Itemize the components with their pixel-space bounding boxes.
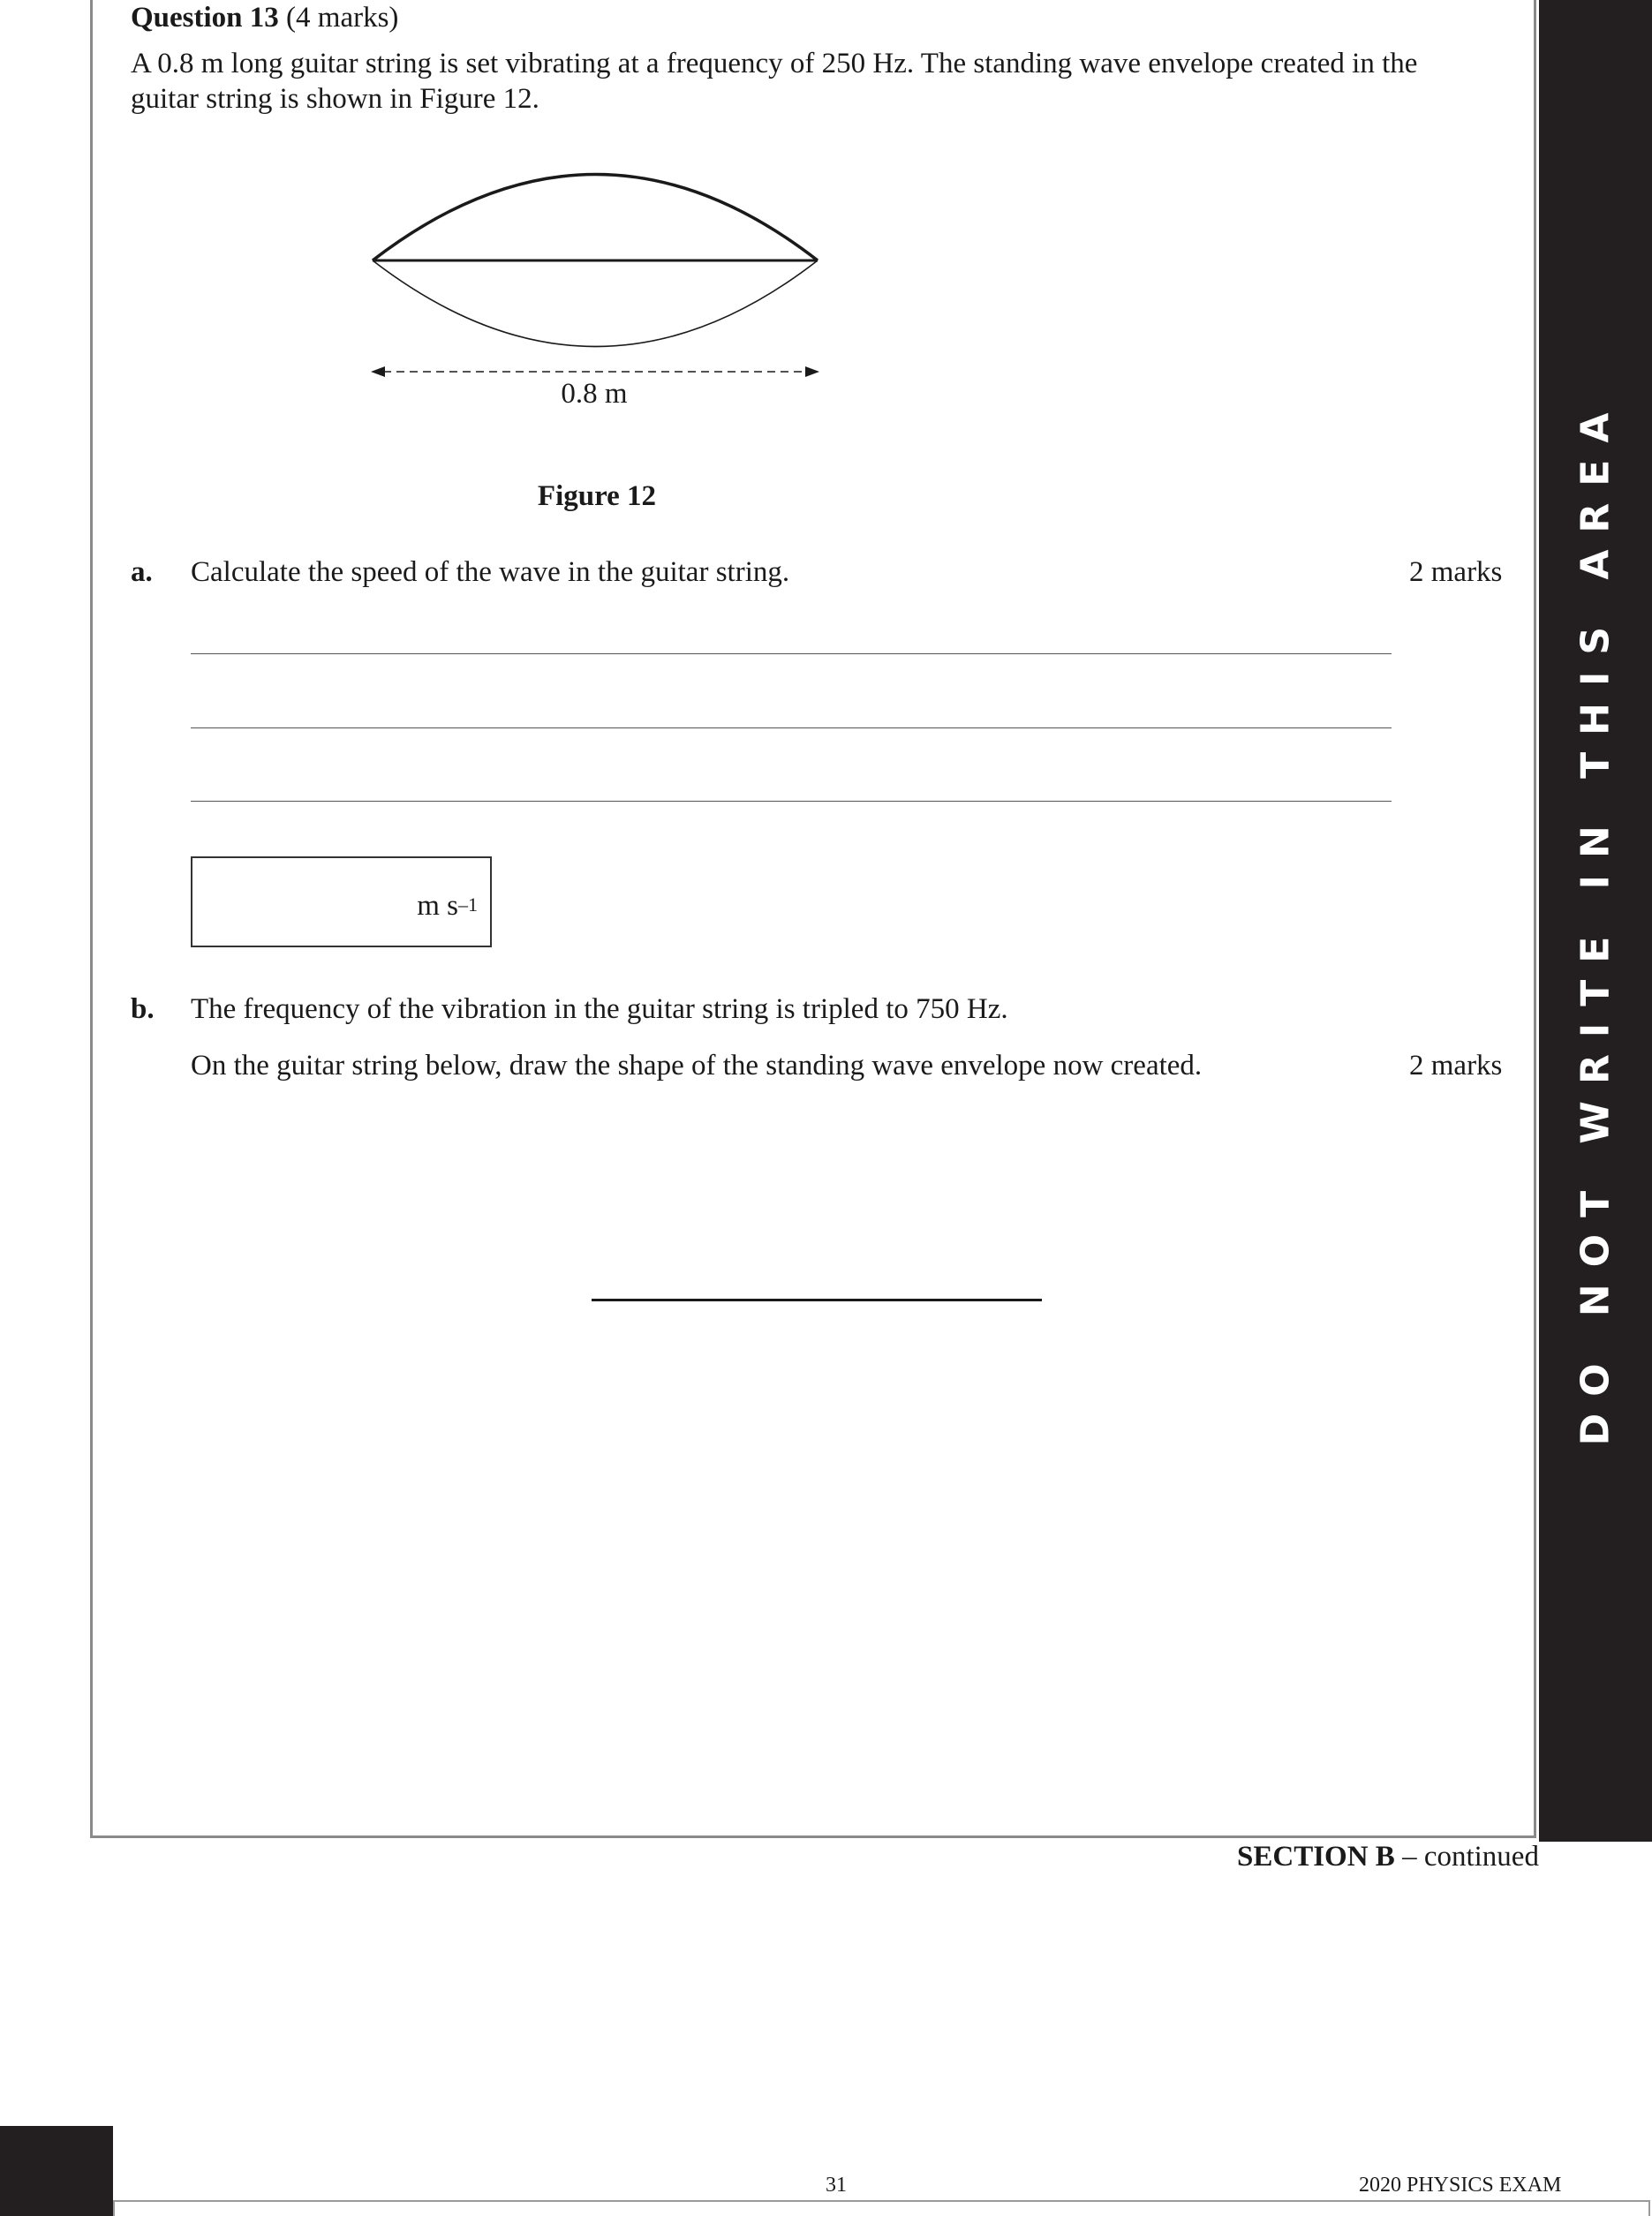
part-a-question: Calculate the speed of the wave in the guitar string. [191, 556, 790, 588]
part-b-instruction: On the guitar string below, draw the shape of the standing wave envelope now created. [191, 1050, 1203, 1082]
part-b-statement: The frequency of the vibration in the guitar string is tripled to 750 Hz. [191, 993, 1008, 1025]
part-a-marks: 2 marks [1409, 556, 1503, 588]
answer-line[interactable] [191, 653, 1392, 654]
part-b-marks: 2 marks [1409, 1050, 1503, 1082]
question-marks: (4 marks) [286, 2, 399, 34]
do-not-write-text: DO NOT WRITE IN THIS AREA [1573, 396, 1618, 1446]
answer-line[interactable] [191, 801, 1392, 802]
unit-label: m $s^{-1}$ [417, 890, 478, 922]
footer-border [113, 2200, 1650, 2216]
section-continued: SECTION B – continued [1237, 1841, 1539, 1873]
guitar-string-drawing-area[interactable] [592, 1299, 1042, 1301]
answer-line[interactable] [191, 727, 1392, 728]
question-number: Question 13 [131, 2, 279, 34]
answer-box-speed[interactable] [191, 856, 492, 947]
question-heading [131, 2, 398, 34]
part-b-letter: b. [131, 993, 155, 1025]
question-intro: A 0.8 m long guitar string is set vibrating at a frequency of 250 Hz. The standing wave envelope created in the guitar string is shown in Figure 12. [131, 48, 1418, 115]
footer-black-block [0, 2126, 113, 2216]
exam-name: 2020 PHYSICS EXAM [1359, 2174, 1562, 2197]
part-a-letter: a. [131, 556, 153, 588]
